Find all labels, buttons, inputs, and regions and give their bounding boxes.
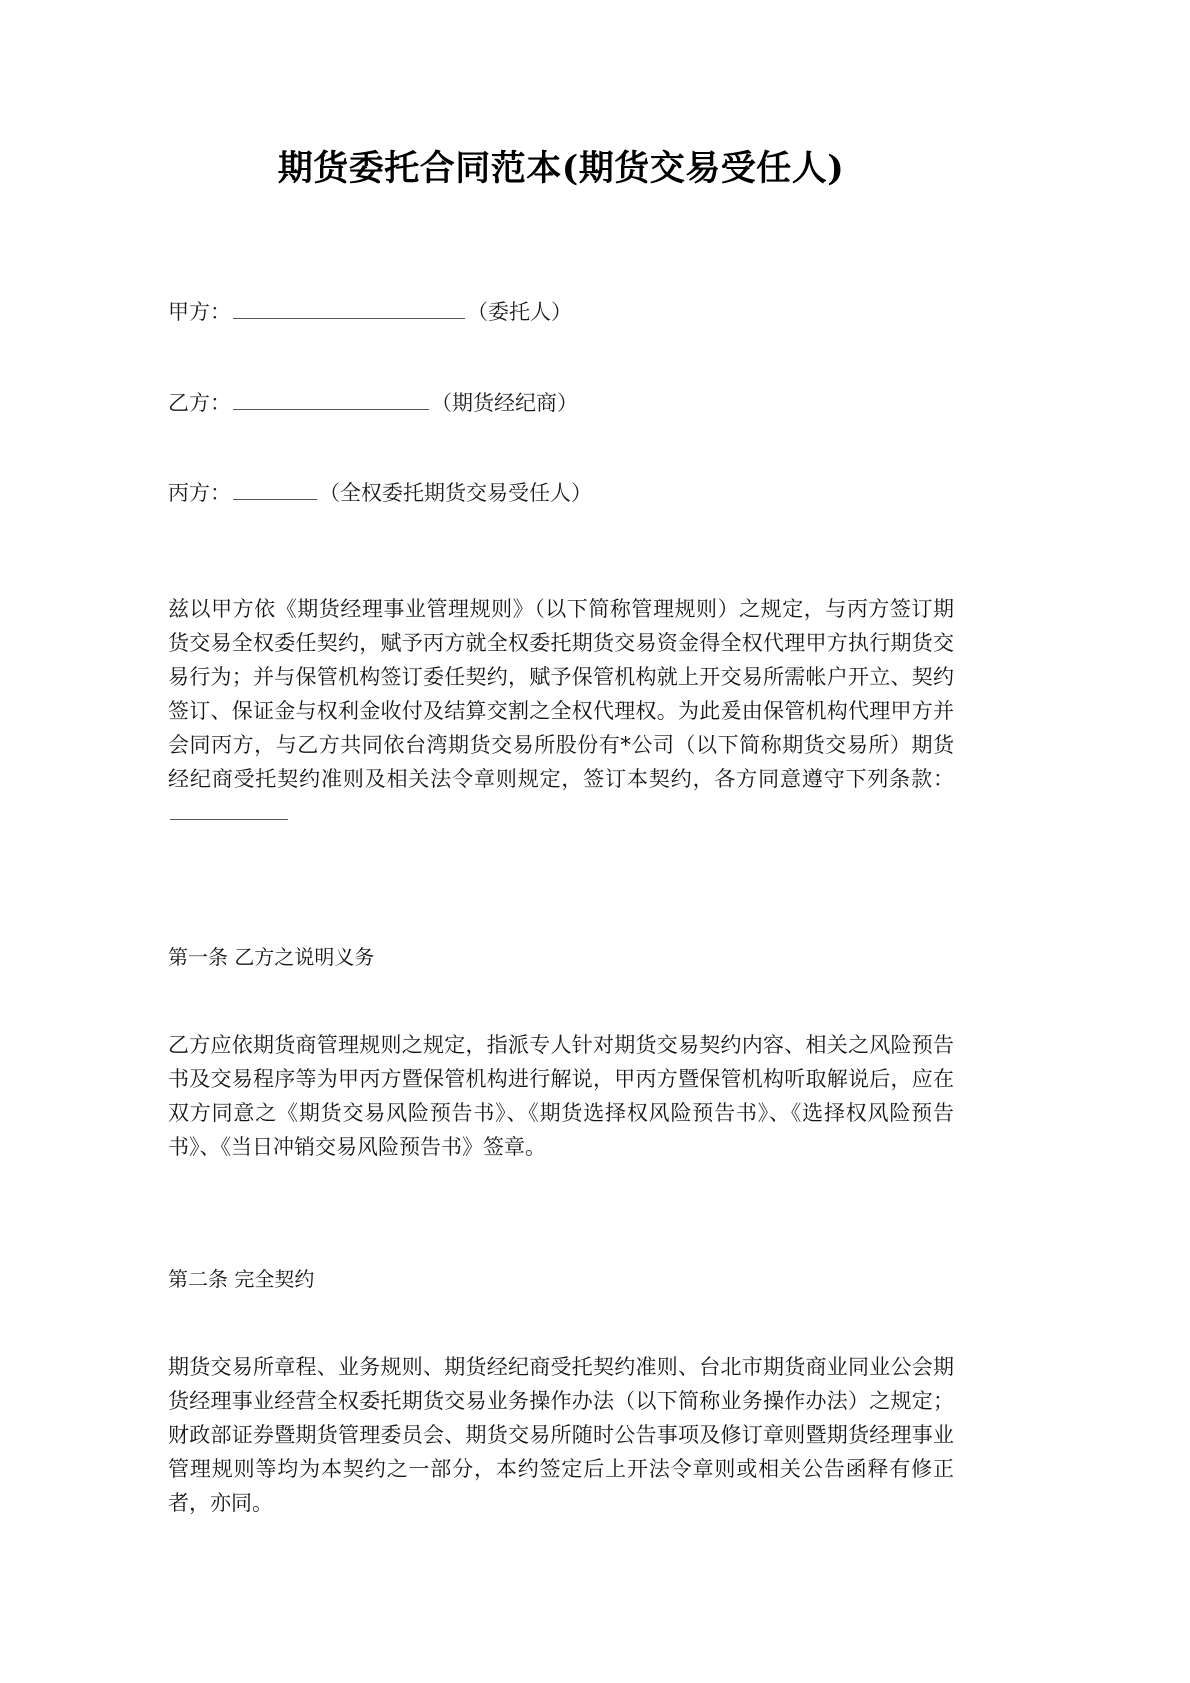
section-body-2: 期货交易所章程、业务规则、期货经纪商受托契约准则、台北市期货商业同业公会期货经理事业经营全权委托期货交易业务操作办法（以下简称业务操作办法）之规定；财政部证券暨期货管理委员会、期货交易所随时公告事项及修订章则暨期货经理事业管理规则等均为本契约之一部分，本约签定后上开法令章则或相关公告函释有修正者，亦同。 xyxy=(168,1354,954,1515)
spacer xyxy=(168,1164,954,1264)
party-blank-yifang[interactable] xyxy=(233,387,429,410)
party-blank-jiafang[interactable] xyxy=(233,296,465,319)
spacer xyxy=(168,830,954,942)
spacer xyxy=(168,1294,954,1350)
party-label-yifang: 乙方： xyxy=(168,390,231,415)
party-role-bingfang: （全权委托期货交易受任人） xyxy=(319,481,592,506)
document-content xyxy=(168,0,954,1520)
party-label-jiafang: 甲方： xyxy=(168,300,231,325)
preamble-trailing-blank[interactable] xyxy=(170,799,288,820)
page-title: 期货委托合同范本(期货交易受任人) xyxy=(277,148,845,189)
party-blank-bingfang[interactable] xyxy=(233,477,317,500)
preamble-text: 兹以甲方依《期货经理事业管理规则》（以下简称管理规则）之规定，与丙方签订期货交易全权委任契约，赋予丙方就全权委托期货交易资金得全权代理甲方执行期货交易行为；并与保管机构签订委任契约，赋予保管机构就上开交易所需帐户开立、契约签订、保证金与权利金收付及结算交割之全权代理权。为此爰由保管机构代理甲方并会同丙方，与乙方共同依台湾期货交易所股份有*公司（以下简称期货交易所）期货经纪商受托契约准则及相关法令章则规定，签订本契约，各方同意遵守下列条款： xyxy=(168,596,954,791)
party-label-bingfang: 丙方： xyxy=(168,481,231,506)
party-line-jiafang xyxy=(168,296,954,329)
party-role-yifang: （期货经纪商） xyxy=(431,390,578,415)
party-signature-block xyxy=(168,296,954,510)
spacer xyxy=(168,972,954,1028)
section-heading-2: 第二条 完全契约 xyxy=(168,1266,315,1291)
section-heading-1: 第一条 乙方之说明义务 xyxy=(168,944,375,969)
preamble-paragraph xyxy=(168,592,954,830)
party-line-bingfang xyxy=(168,477,954,510)
section-body-1: 乙方应依期货商管理规则之规定，指派专人针对期货交易契约内容、相关之风险预告书及交易程序等为甲丙方暨保管机构进行解说，甲丙方暨保管机构听取解说后，应在双方同意之《期货交易风险预告书》、《期货选择权风险预告书》、《选择权风险预告书》、《当日冲销交易风险预告书》签章。 xyxy=(168,1032,954,1159)
party-line-yifang xyxy=(168,387,954,420)
party-role-jiafang: （委托人） xyxy=(467,300,572,325)
